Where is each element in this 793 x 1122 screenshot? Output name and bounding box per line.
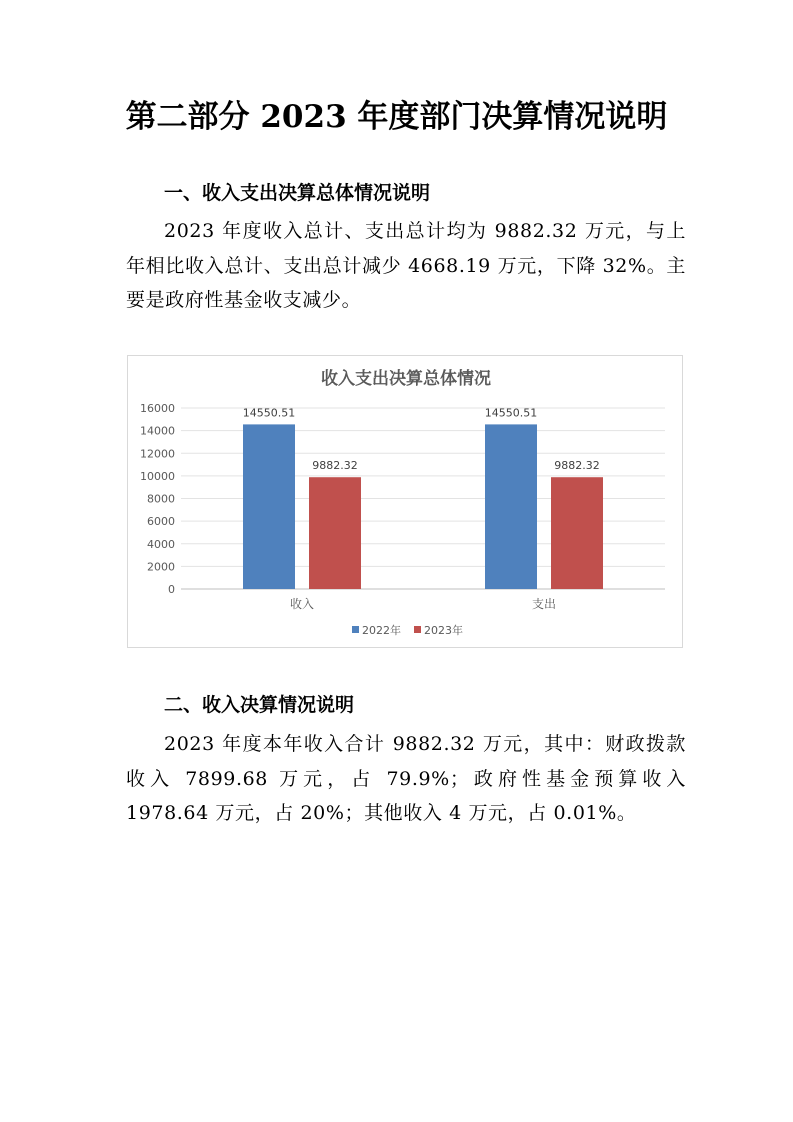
data-label: 9882.32 bbox=[554, 459, 600, 473]
y-tick-label: 16000 bbox=[140, 402, 175, 415]
section-paragraph-overview: 2023 年度收入总计、支出总计均为 9882.32 万元，与上年相比收入总计、支出总计减少 4668.19 万元，下降 32%。主要是政府性基金收支减少。 bbox=[126, 220, 686, 311]
chart-title: 收入支出决算总体情况 bbox=[321, 369, 491, 389]
y-tick-label: 10000 bbox=[140, 469, 175, 483]
section-heading-overview: 一、收入支出决算总体情况说明 bbox=[164, 182, 431, 204]
data-label: 14550.51 bbox=[484, 406, 538, 420]
legend-label: 2023年 bbox=[424, 624, 463, 637]
y-tick-label: 8000 bbox=[147, 492, 175, 506]
x-category-label: 支出 bbox=[531, 597, 557, 611]
bar-series2 bbox=[309, 477, 361, 589]
data-label: 9882.32 bbox=[312, 459, 358, 473]
y-tick-label: 14000 bbox=[140, 424, 175, 438]
section-paragraph-income: 2023 年度本年收入合计 9882.32 万元，其中：财政拨款收入 7899.68 万元，占 79.9%；政府性基金预算收入 1978.64 万元，占 20%；其他收入 4 万元，占 0.01%。 bbox=[126, 733, 686, 824]
section-heading-income: 二、收入决算情况说明 bbox=[164, 694, 355, 716]
bar-series1 bbox=[243, 424, 295, 589]
y-tick-label: 0 bbox=[168, 583, 175, 596]
overview-chart bbox=[127, 355, 683, 648]
y-tick-label: 6000 bbox=[147, 515, 175, 529]
data-label: 14550.51 bbox=[242, 406, 296, 420]
bar-series2 bbox=[551, 477, 603, 589]
x-category-label: 收入 bbox=[289, 597, 315, 611]
page-title: 第二部分 2023 年度部门决算情况说明 bbox=[125, 99, 668, 135]
bar-series1 bbox=[485, 424, 537, 589]
bar-chart-canvas bbox=[128, 356, 684, 649]
y-tick-label: 4000 bbox=[147, 537, 175, 551]
legend-swatch bbox=[352, 626, 359, 633]
y-tick-label: 2000 bbox=[147, 560, 175, 574]
y-tick-label: 12000 bbox=[140, 447, 175, 461]
legend-swatch bbox=[414, 626, 421, 633]
legend-label: 2022年 bbox=[362, 624, 401, 637]
